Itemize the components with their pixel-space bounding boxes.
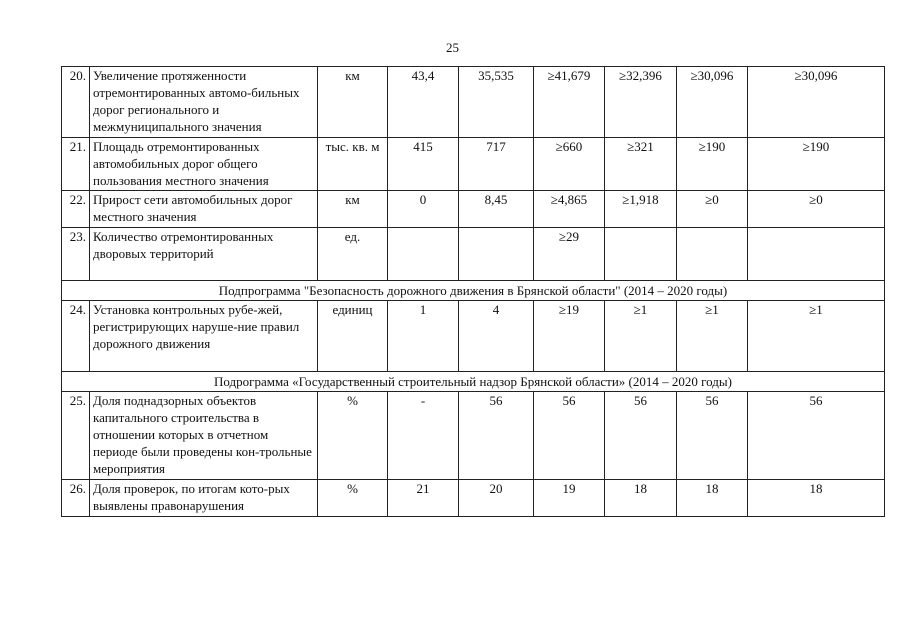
indicator-name: Увеличение протяженности отремонтированных автомо-бильных дорог регионального и межмуниципального значения [90, 67, 318, 138]
value-cell: 56 [534, 392, 605, 480]
table-row [62, 228, 885, 281]
unit-cell: км [318, 67, 388, 138]
row-number: 25. [62, 392, 90, 480]
unit-cell: тыс. кв. м [318, 138, 388, 191]
indicators-table [61, 66, 885, 517]
value-cell: 35,535 [459, 67, 534, 138]
value-cell: 4 [459, 301, 534, 372]
value-cell: ≥1 [748, 301, 885, 372]
value-cell: 21 [388, 480, 459, 517]
value-cell: ≥32,396 [605, 67, 677, 138]
value-cell: ≥4,865 [534, 191, 605, 228]
value-cell: 1 [388, 301, 459, 372]
subprogram-row [62, 372, 885, 392]
unit-cell: км [318, 191, 388, 228]
value-cell: 18 [605, 480, 677, 517]
value-cell: ≥41,679 [534, 67, 605, 138]
value-cell: ≥0 [748, 191, 885, 228]
unit-cell: % [318, 392, 388, 480]
indicator-name: Прирост сети автомобильных дорог местного значения [90, 191, 318, 228]
table-row [62, 480, 885, 517]
indicator-name: Установка контрольных рубе-жей, регистрирующих наруше-ние правил дорожного движения [90, 301, 318, 372]
value-cell: ≥29 [534, 228, 605, 281]
indicator-name: Количество отремонтированных дворовых территорий [90, 228, 318, 281]
value-cell: ≥30,096 [748, 67, 885, 138]
value-cell: - [388, 392, 459, 480]
unit-cell: единиц [318, 301, 388, 372]
value-cell: 56 [677, 392, 748, 480]
subprogram-title: Подпрограмма "Безопасность дорожного движения в Брянской области" (2014 – 2020 годы) [62, 281, 885, 301]
value-cell: 415 [388, 138, 459, 191]
row-number: 20. [62, 67, 90, 138]
value-cell [605, 228, 677, 281]
value-cell [677, 228, 748, 281]
value-cell: 18 [748, 480, 885, 517]
value-cell: 19 [534, 480, 605, 517]
value-cell: 18 [677, 480, 748, 517]
value-cell: ≥1,918 [605, 191, 677, 228]
table-row [62, 301, 885, 372]
table-row [62, 191, 885, 228]
value-cell: ≥190 [748, 138, 885, 191]
table-row [62, 138, 885, 191]
table-row [62, 67, 885, 138]
value-cell: ≥1 [605, 301, 677, 372]
unit-cell: ед. [318, 228, 388, 281]
value-cell: ≥0 [677, 191, 748, 228]
row-number: 22. [62, 191, 90, 228]
page-number: 25 [446, 40, 459, 55]
value-cell: ≥321 [605, 138, 677, 191]
subprogram-title: Подрограмма «Государственный строительный надзор Брянской области» (2014 – 2020 годы) [62, 372, 885, 392]
row-number: 21. [62, 138, 90, 191]
table-row [62, 392, 885, 480]
row-number: 23. [62, 228, 90, 281]
value-cell: 56 [459, 392, 534, 480]
value-cell [388, 228, 459, 281]
value-cell: 0 [388, 191, 459, 228]
row-number: 24. [62, 301, 90, 372]
value-cell: ≥190 [677, 138, 748, 191]
value-cell: ≥1 [677, 301, 748, 372]
indicator-name: Доля проверок, по итогам кото-рых выявлены правонарушения [90, 480, 318, 517]
value-cell: ≥19 [534, 301, 605, 372]
subprogram-row [62, 281, 885, 301]
value-cell: ≥660 [534, 138, 605, 191]
value-cell: 56 [605, 392, 677, 480]
value-cell: 43,4 [388, 67, 459, 138]
unit-cell: % [318, 480, 388, 517]
value-cell: 8,45 [459, 191, 534, 228]
indicator-name: Доля поднадзорных объектов капитального строительства в отношении которых в отчетном периоде были проведены кон-трольные мероприятия [90, 392, 318, 480]
value-cell [748, 228, 885, 281]
indicator-name: Площадь отремонтированных автомобильных дорог общего пользования местного значения [90, 138, 318, 191]
value-cell: 20 [459, 480, 534, 517]
value-cell: 717 [459, 138, 534, 191]
row-number: 26. [62, 480, 90, 517]
value-cell: ≥30,096 [677, 67, 748, 138]
value-cell: 56 [748, 392, 885, 480]
value-cell [459, 228, 534, 281]
